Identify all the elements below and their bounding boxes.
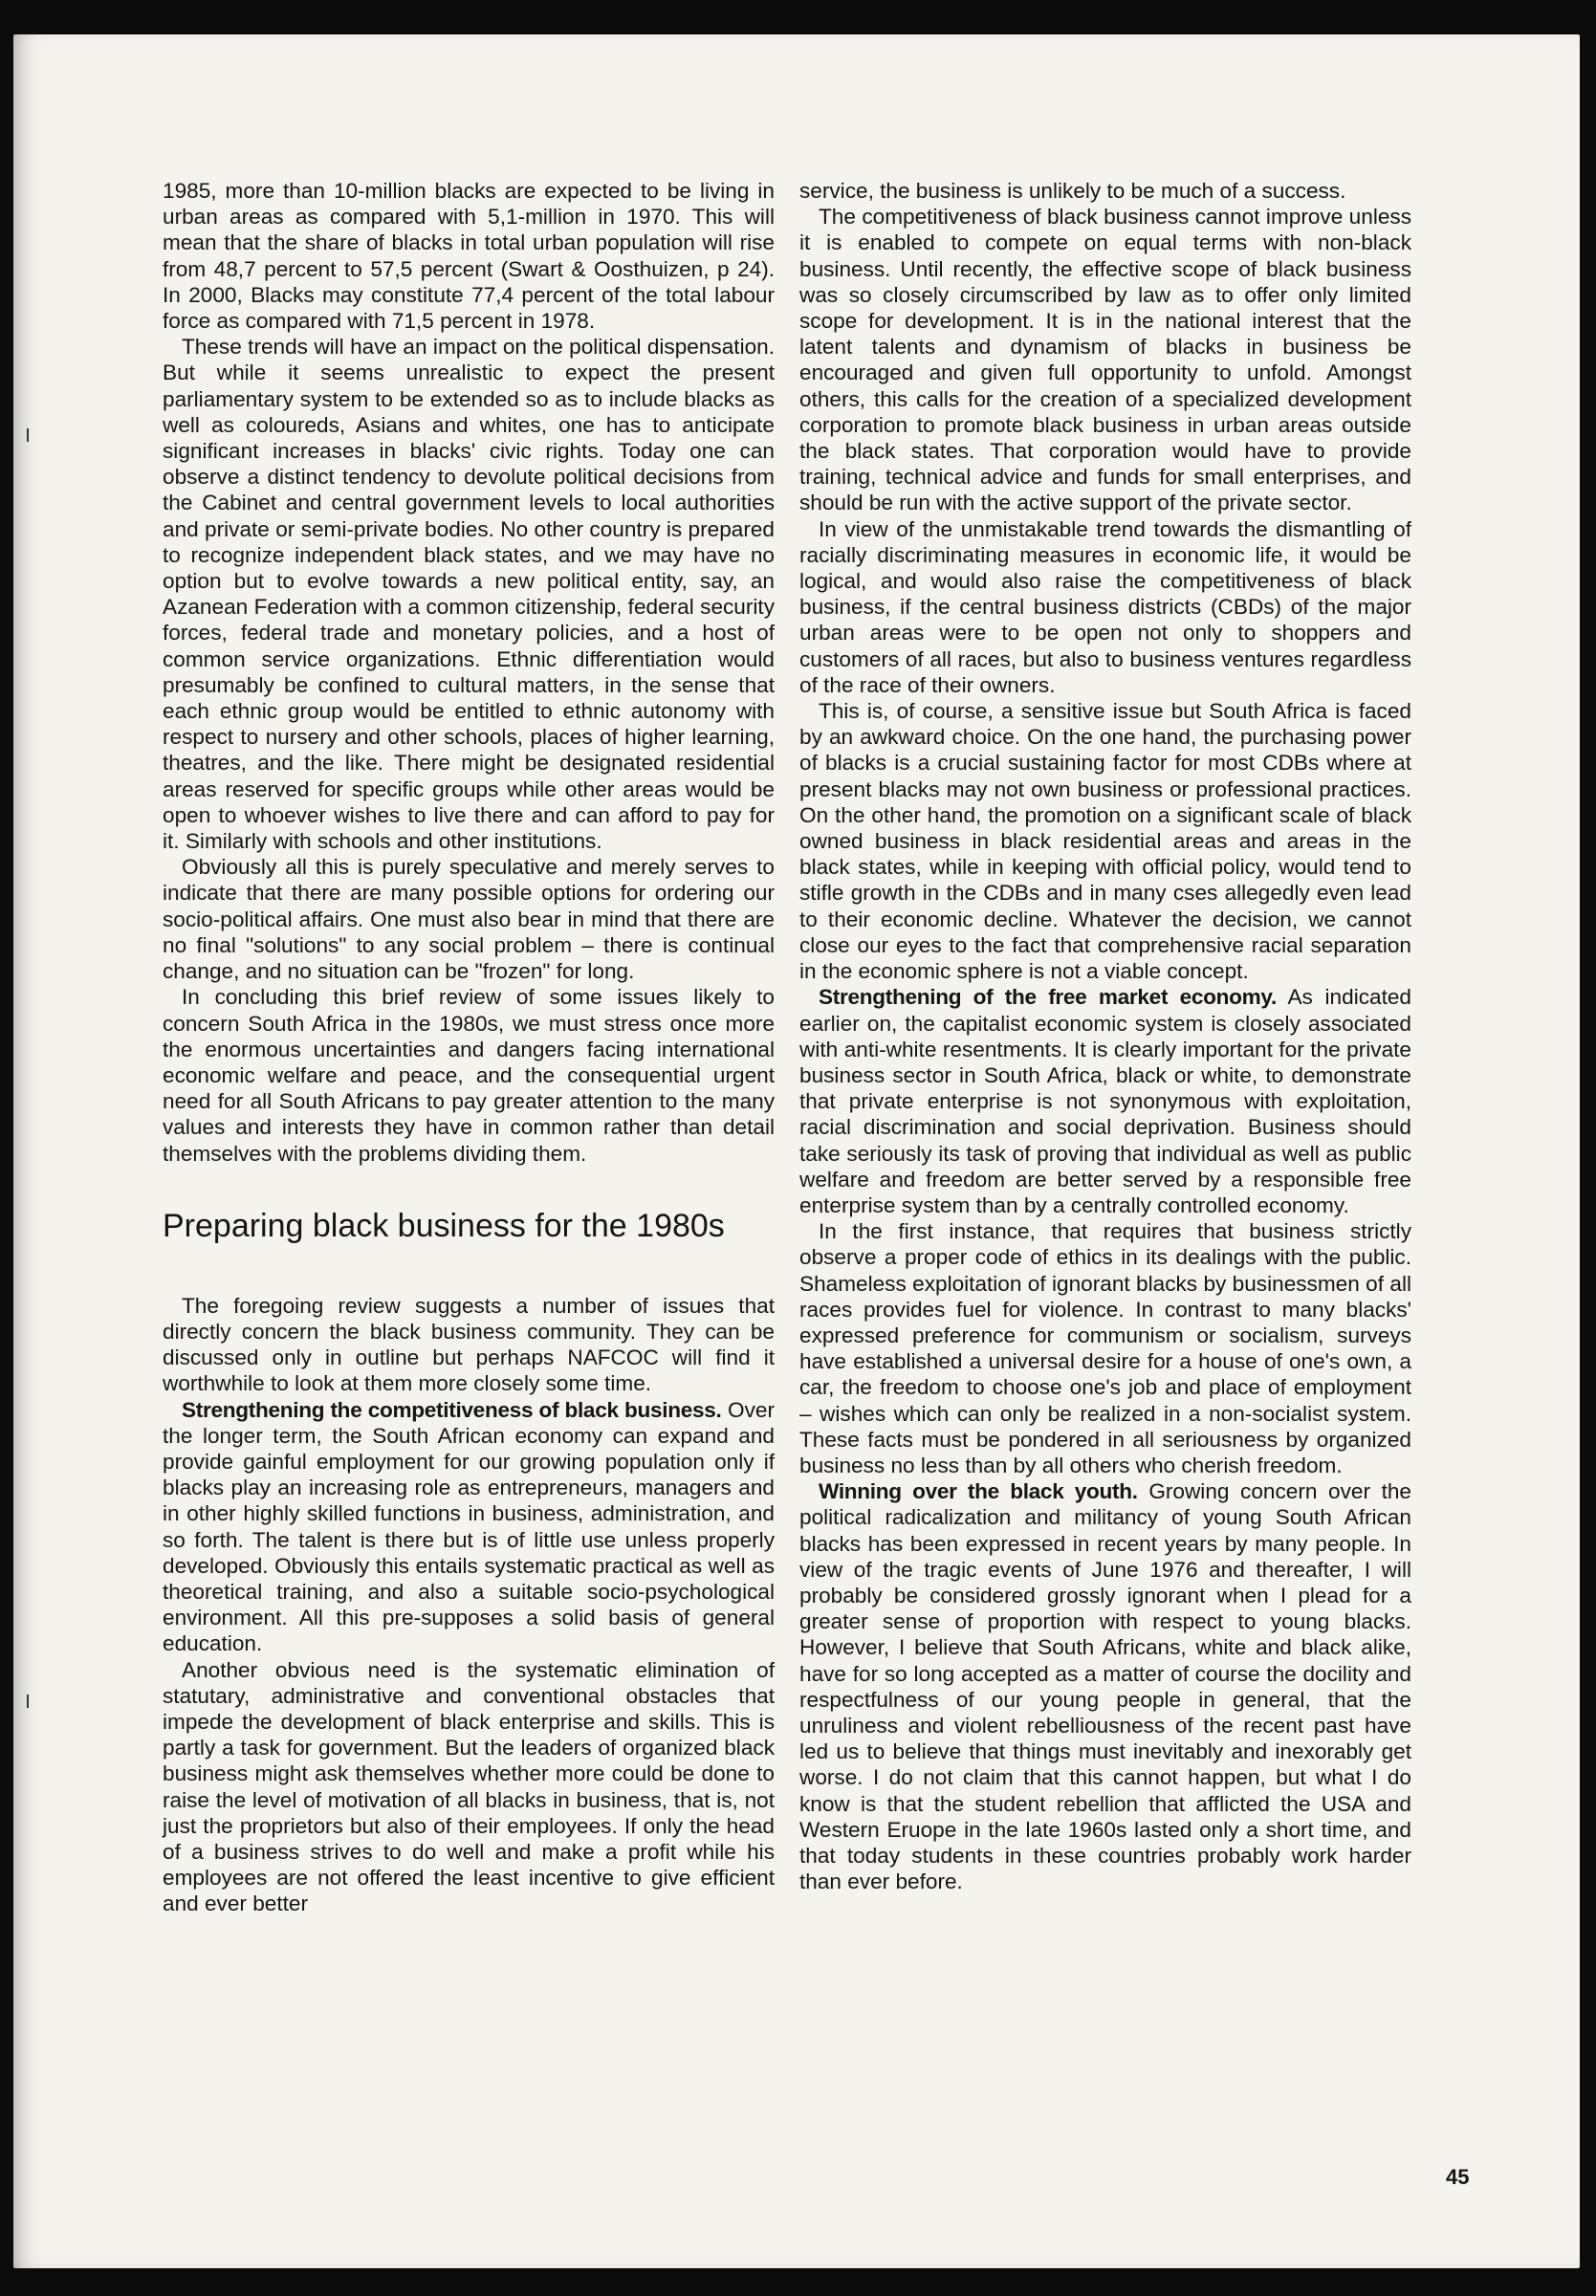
paragraph: In concluding this brief review of some issues likely to concern South Africa in the 1980s, we must stress once more the enormous uncertainties and dangers facing international economic welfare and peace, and the consequential urgent need for all South Africans to pay greater attention to the many values and interests they have in common rather than detail themselves with the problems dividing them.: [163, 985, 775, 1166]
right-column: [799, 178, 1411, 1894]
paragraph: The competitiveness of black business cannot improve unless it is enabled to compete on equal terms with non-black business. Until recently, the effective scope of black business was so closely circumscribed by law as to offer only limited scope for development. It is in the national interest that the latent talents and dynamism of blacks in business be encouraged and given full opportunity to unfold. Amongst others, this calls for the creation of a specialized development corporation to promote black business in urban areas outside the black states. That corporation would have to provide training, technical advice and funds for small enterprises, and should be run with the active support of the private sector.: [799, 205, 1411, 515]
paragraph: These trends will have an impact on the political dispensation. But while it seems unrealistic to expect the present parliamentary system to be extended so as to include blacks as well as coloureds, Asians and whites, one has to anticipate significant increases in blacks' civic rights. Today one can observe a distinct tendency to devolute political decisions from the Cabinet and central government levels to local authorities and private or semi-private bodies. No other country is prepared to recognize independent black states, and we may have no option but to evolve towards a new political entity, say, an Azanean Federation with a common citizenship, federal security forces, federal trade and monetary policies, and a host of common service organizations. Ethnic differentiation would presumably be confined to cultural matters, in the sense that each ethnic group would be entitled to ethnic autonomy with respect to nursery and other schools, places of higher learning, theatres, and the like. There might be designated residential areas reserved for specific groups while other areas would be open to whoever wishes to live there and can afford to pay for it. Similarly with schools and other institutions.: [163, 335, 775, 854]
paragraph-lead-in: Winning over the black youth.: [819, 1479, 1138, 1504]
paragraph: In view of the unmistakable trend towards the dismantling of racially discriminating measures in economic life, it would be logical, and would also raise the competitiveness of black business, if the central business districts (CBDs) of the major urban areas were to be open not only to shoppers and customers of all races, but also to business ventures regardless of the race of their owners.: [799, 516, 1411, 697]
left-column: [163, 178, 775, 1917]
paragraph: [799, 984, 1411, 1218]
document-page: [13, 34, 1580, 2268]
paragraph-lead-in: Strengthening of the free market economy.: [819, 985, 1277, 1010]
margin-mark: [27, 428, 29, 442]
paragraph: In the first instance, that requires that business strictly observe a proper code of ethics in its dealings with the public. Shameless exploitation of ignorant blacks by businessmen of all races provides fuel for violence. In contrast to many blacks' expressed preference for communism or socialism, surveys have established a universal desire for a house of one's own, a car, the freedom to choose one's job and place of employment – wishes which can only be realized in a non-socialist system. These facts must be pondered in all seriousness by organized business no less than by all others who cherish freedom.: [799, 1219, 1411, 1477]
page-number: 45: [1446, 2165, 1470, 2189]
paragraph-body: Growing concern over the political radicalization and militancy of young South African blacks has been expressed in recent years by many people. In view of the tragic events of June 1976 and thereafter, I will probably be considered grossly ignorant when I plead for a greater sense of proportion with respect to young blacks. However, I believe that South Africans, white and black alike, have for so long accepted as a matter of course the docility and respectfulness of our young people in general, that the unruliness and violent rebelliousness of the recent past have led us to believe that things must inevitably and inexorably get worse. I do not claim that this cannot happen, but what I do know is that the student rebellion that afflicted the USA and Western Eruope in the late 1960s lasted only a short time, and that today students in these countries probably work harder than ever before.: [799, 1479, 1411, 1894]
paragraph: Obviously all this is purely speculative and merely serves to indicate that there are many possible options for ordering our socio-political affairs. One must also bear in mind that there are no final "solutions" to any social problem – there is continual change, and no situation can be "frozen" for long.: [163, 855, 775, 984]
paragraph: [163, 1397, 775, 1657]
paragraph-body: Over the longer term, the South African economy can expand and provide gainful employment for our growing population only if blacks play an increasing role as entrepreneurs, managers and in other highly skilled functions in business, administration, and so forth. The talent is there but is of little use unless properly developed. Obviously this entails systematic practical as well as theoretical training, and also a suitable socio-psychological environment. All this pre-supposes a solid basis of general education.: [163, 1397, 775, 1656]
paragraph: Another obvious need is the systematic elimination of statutary, administrative and conventional obstacles that impede the development of black enterprise and skills. This is partly a task for government. But the leaders of organized black business might ask themselves whether more could be done to raise the level of motivation of all blacks in business, that is, not just the proprietors but also of their employees. If only the head of a business strives to do well and make a profit while his employees are not offered the least incentive to give efficient and ever better: [163, 1657, 775, 1916]
paragraph: 1985, more than 10-million blacks are expected to be living in urban areas as compared with 5,1-million in 1970. This will mean that the share of blacks in total urban population will rise from 48,7 percent to 57,5 percent (Swart & Oosthuizen, p 24). In 2000, Blacks may constitute 77,4 percent of the total labour force as compared with 71,5 percent in 1978.: [163, 179, 775, 334]
section-heading: Preparing black business for the 1980s: [163, 1207, 725, 1244]
margin-mark: [27, 1695, 29, 1708]
paragraph: This is, of course, a sensitive issue but South Africa is faced by an awkward choice. On the one hand, the purchasing power of blacks is a crucial sustaining factor for most CDBs where at present blacks may not own business or professional practices. On the other hand, the promotion on a significant scale of black owned business in black residential areas and areas in the black states, while in keeping with official policy, would tend to stifle growth in the CDBs and in many cses allegedly even lead to their economic decline. Whatever the decision, we cannot close our eyes to the fact that comprehensive racial separation in the economic sphere is not a viable concept.: [799, 699, 1411, 984]
paragraph: service, the business is unlikely to be much of a success.: [799, 179, 1346, 203]
paragraph: [799, 1478, 1411, 1894]
paragraph-lead-in: Strengthening the competitiveness of black business.: [182, 1397, 722, 1422]
paragraph-body: As indicated earlier on, the capitalist economic system is closely associated with anti-white resentments. It is clearly important for the private business sector in South Africa, black or white, to demonstrate that private enterprise is not synonymous with exploitation, racial discrimination and social deprivation. Business should take seriously its task of proving that individual as well as public welfare and freedom are better served by a responsible free enterprise system than by a centrally controlled economy.: [799, 985, 1411, 1217]
paragraph: The foregoing review suggests a number of issues that directly concern the black business community. They can be discussed only in outline but perhaps NAFCOC will find it worthwhile to look at them more closely some time.: [163, 1293, 775, 1396]
